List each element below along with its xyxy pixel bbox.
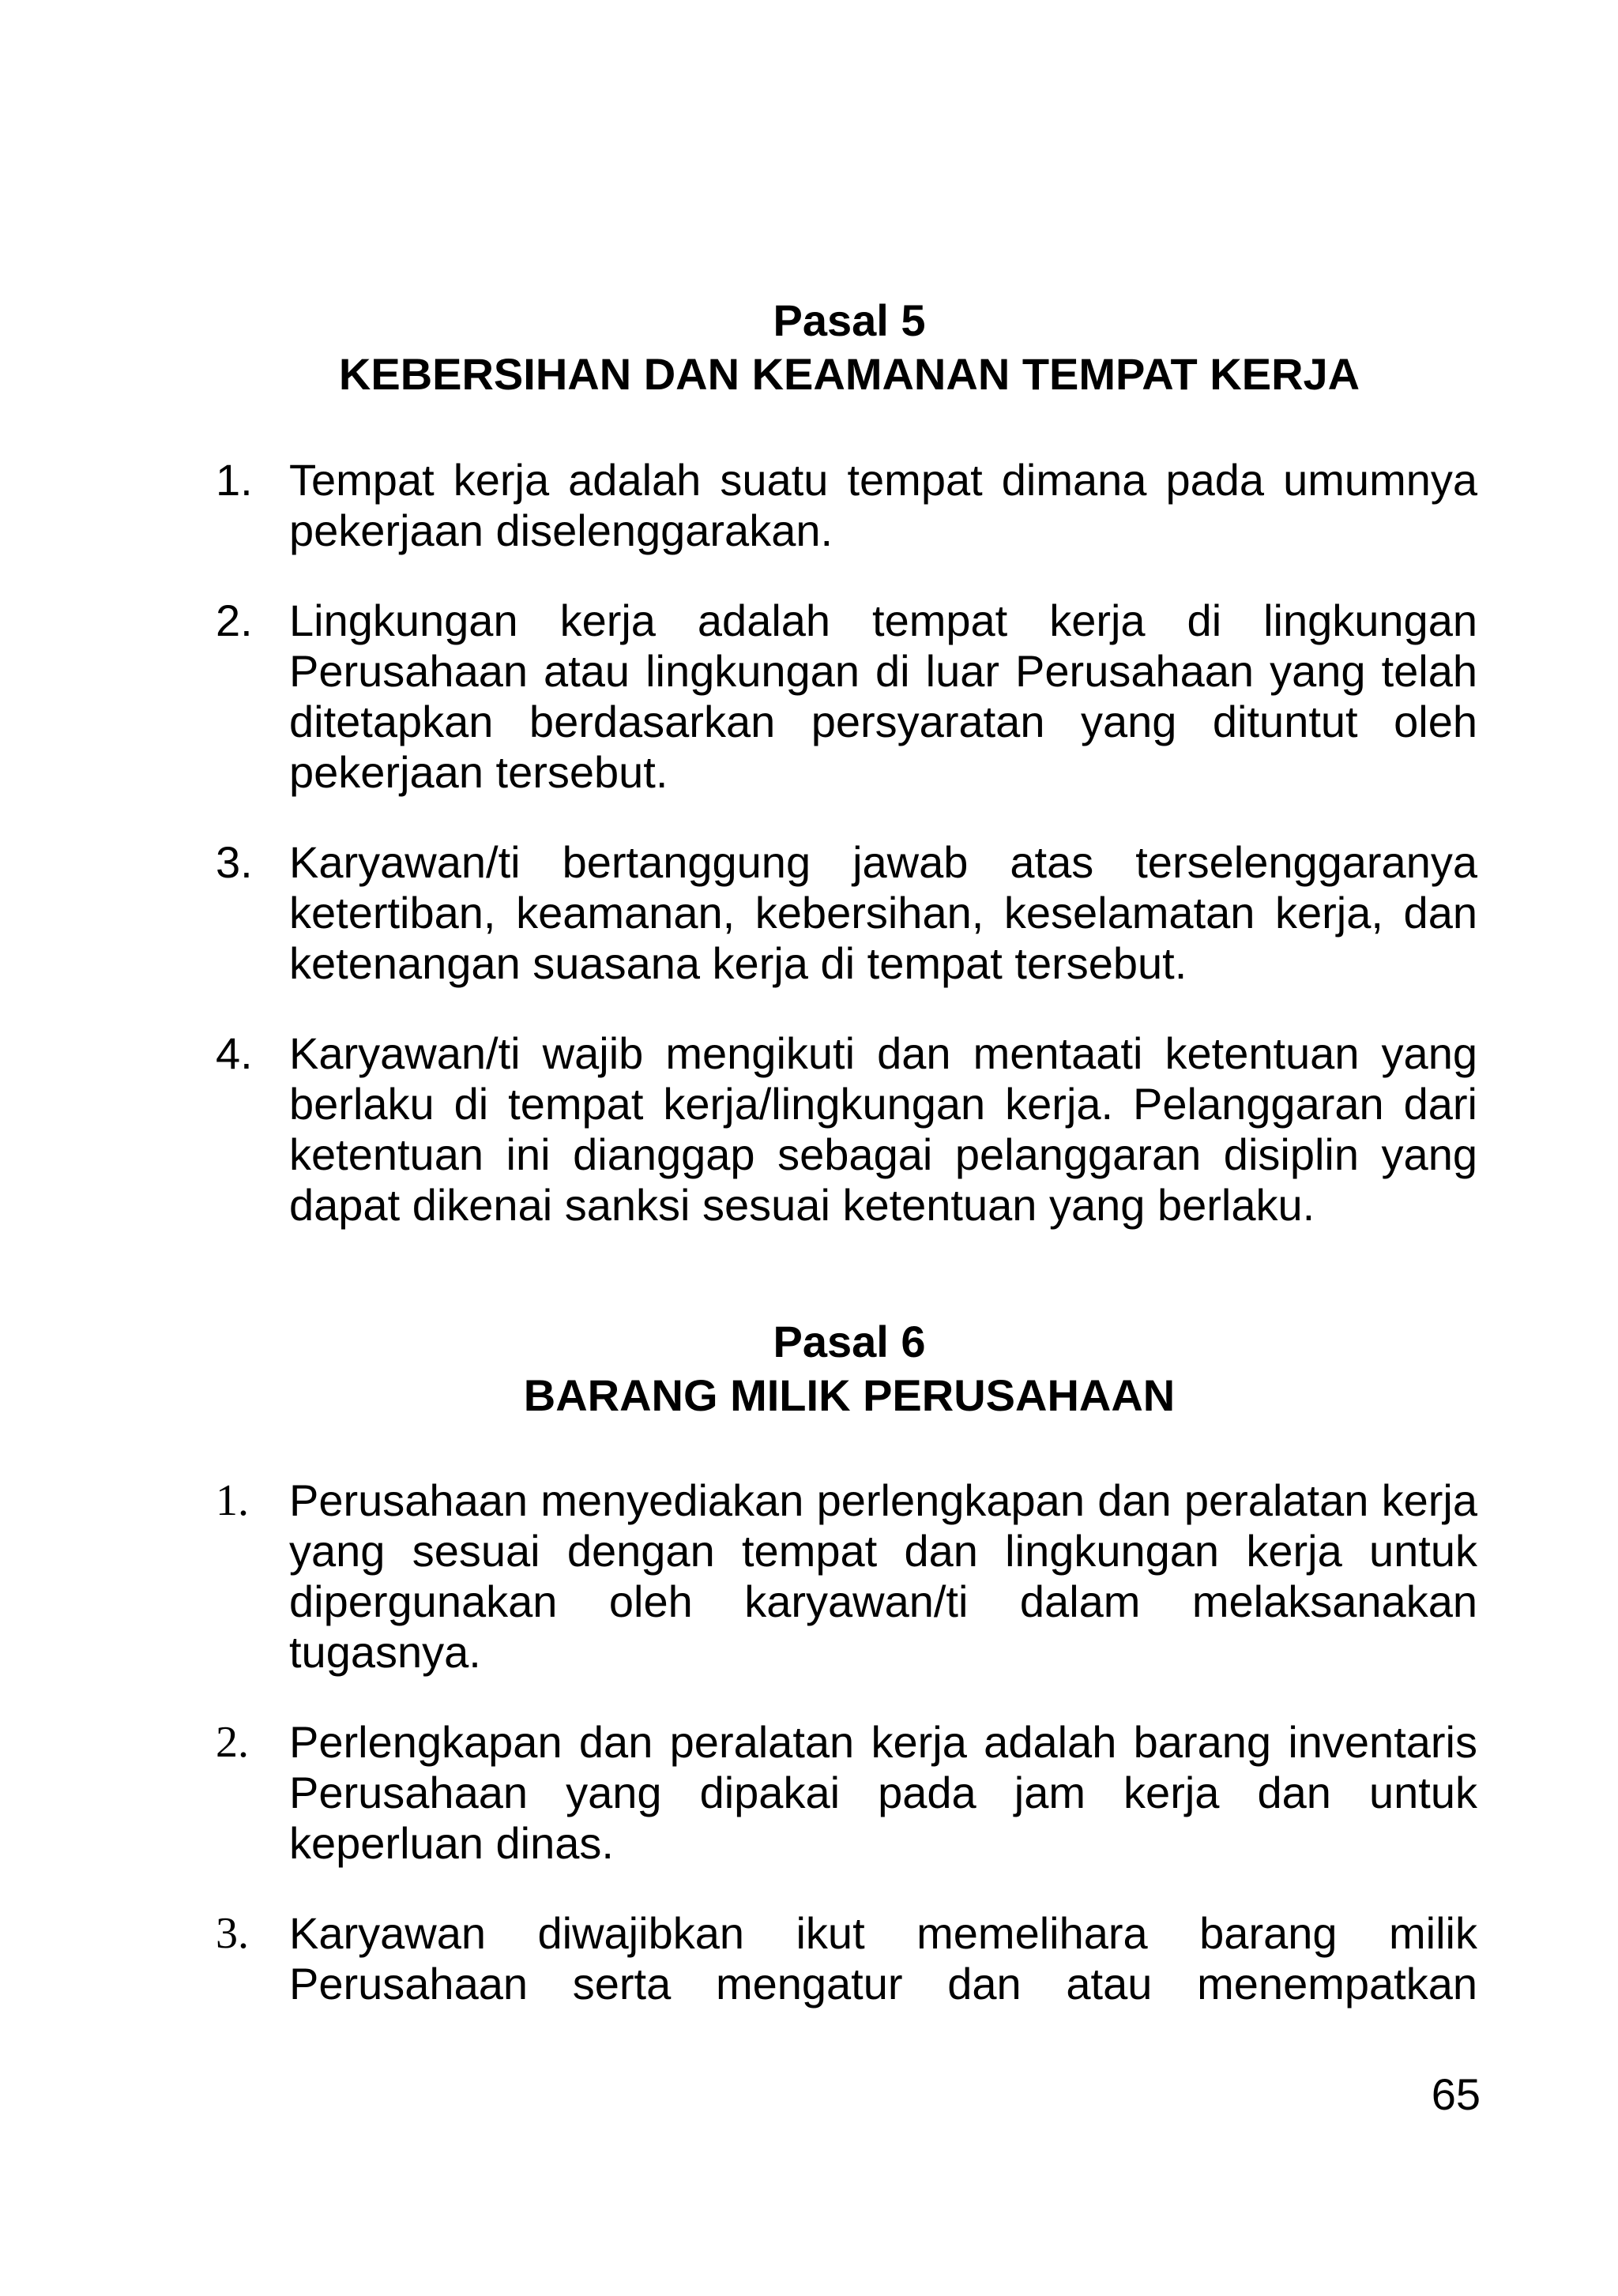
list-item xyxy=(213,596,1477,798)
list-item xyxy=(213,455,1477,556)
pasal-6-list xyxy=(213,1475,1477,2049)
section-heading-pasal-5 xyxy=(0,294,1618,401)
item-number: 4. xyxy=(216,1028,253,1078)
item-number: 2. xyxy=(216,1718,249,1767)
list-item xyxy=(213,1028,1477,1231)
item-text: Lingkungan kerja adalah tempat kerja di lingkungan Perusahaan atau lingkungan di luar Perusahaan yang telah ditetapkan berdasarkan persyaratan yang dituntut oleh pekerjaan tersebut. xyxy=(289,596,1477,797)
item-number: 2. xyxy=(216,596,253,645)
pasal-title: BARANG MILIK PERUSAHAAN xyxy=(523,1370,1176,1420)
pasal-title: KEBERSIHAN DAN KEAMANAN TEMPAT KERJA xyxy=(338,349,1360,399)
pasal-number: Pasal 6 xyxy=(773,1317,926,1366)
item-number: 3. xyxy=(216,1909,249,1958)
item-text: Karyawan/ti wajib mengikuti dan mentaati ketentuan yang berlaku di tempat kerja/lingkungan kerja. Pelanggaran dari ketentuan ini dianggap sebagai pelanggaran disiplin yang dapat dikenai sanksi sesuai ketentuan yang berlaku. xyxy=(289,1028,1477,1230)
item-number: 1. xyxy=(216,1476,249,1525)
list-item xyxy=(213,1475,1477,1678)
item-text: Perlengkapan dan peralatan kerja adalah barang inventaris Perusahaan yang dipakai pada jam kerja dan untuk keperluan dinas. xyxy=(289,1717,1477,1868)
list-item xyxy=(213,837,1477,989)
pasal-5-list xyxy=(213,455,1477,1270)
item-text: Karyawan diwajibkan ikut memelihara barang milik Perusahaan serta mengatur dan atau menempatkan xyxy=(289,1908,1477,2009)
list-item xyxy=(213,1908,1477,2009)
item-number: 1. xyxy=(216,455,253,505)
page-number: 65 xyxy=(1431,2069,1481,2119)
item-text: Perusahaan menyediakan perlengkapan dan peralatan kerja yang sesuai dengan tempat dan lingkungan kerja untuk dipergunakan oleh karyawan/ti dalam melaksanakan tugasnya. xyxy=(289,1475,1477,1677)
list-item xyxy=(213,1717,1477,1869)
pasal-number: Pasal 5 xyxy=(773,295,926,345)
item-text: Karyawan/ti bertanggung jawab atas terselenggaranya ketertiban, keamanan, kebersihan, keselamatan kerja, dan ketenangan suasana kerja di tempat tersebut. xyxy=(289,837,1477,988)
item-number: 3. xyxy=(216,837,253,887)
section-heading-pasal-6 xyxy=(0,1315,1618,1422)
item-text: Tempat kerja adalah suatu tempat dimana pada umumnya pekerjaan diselenggarakan. xyxy=(289,455,1477,555)
